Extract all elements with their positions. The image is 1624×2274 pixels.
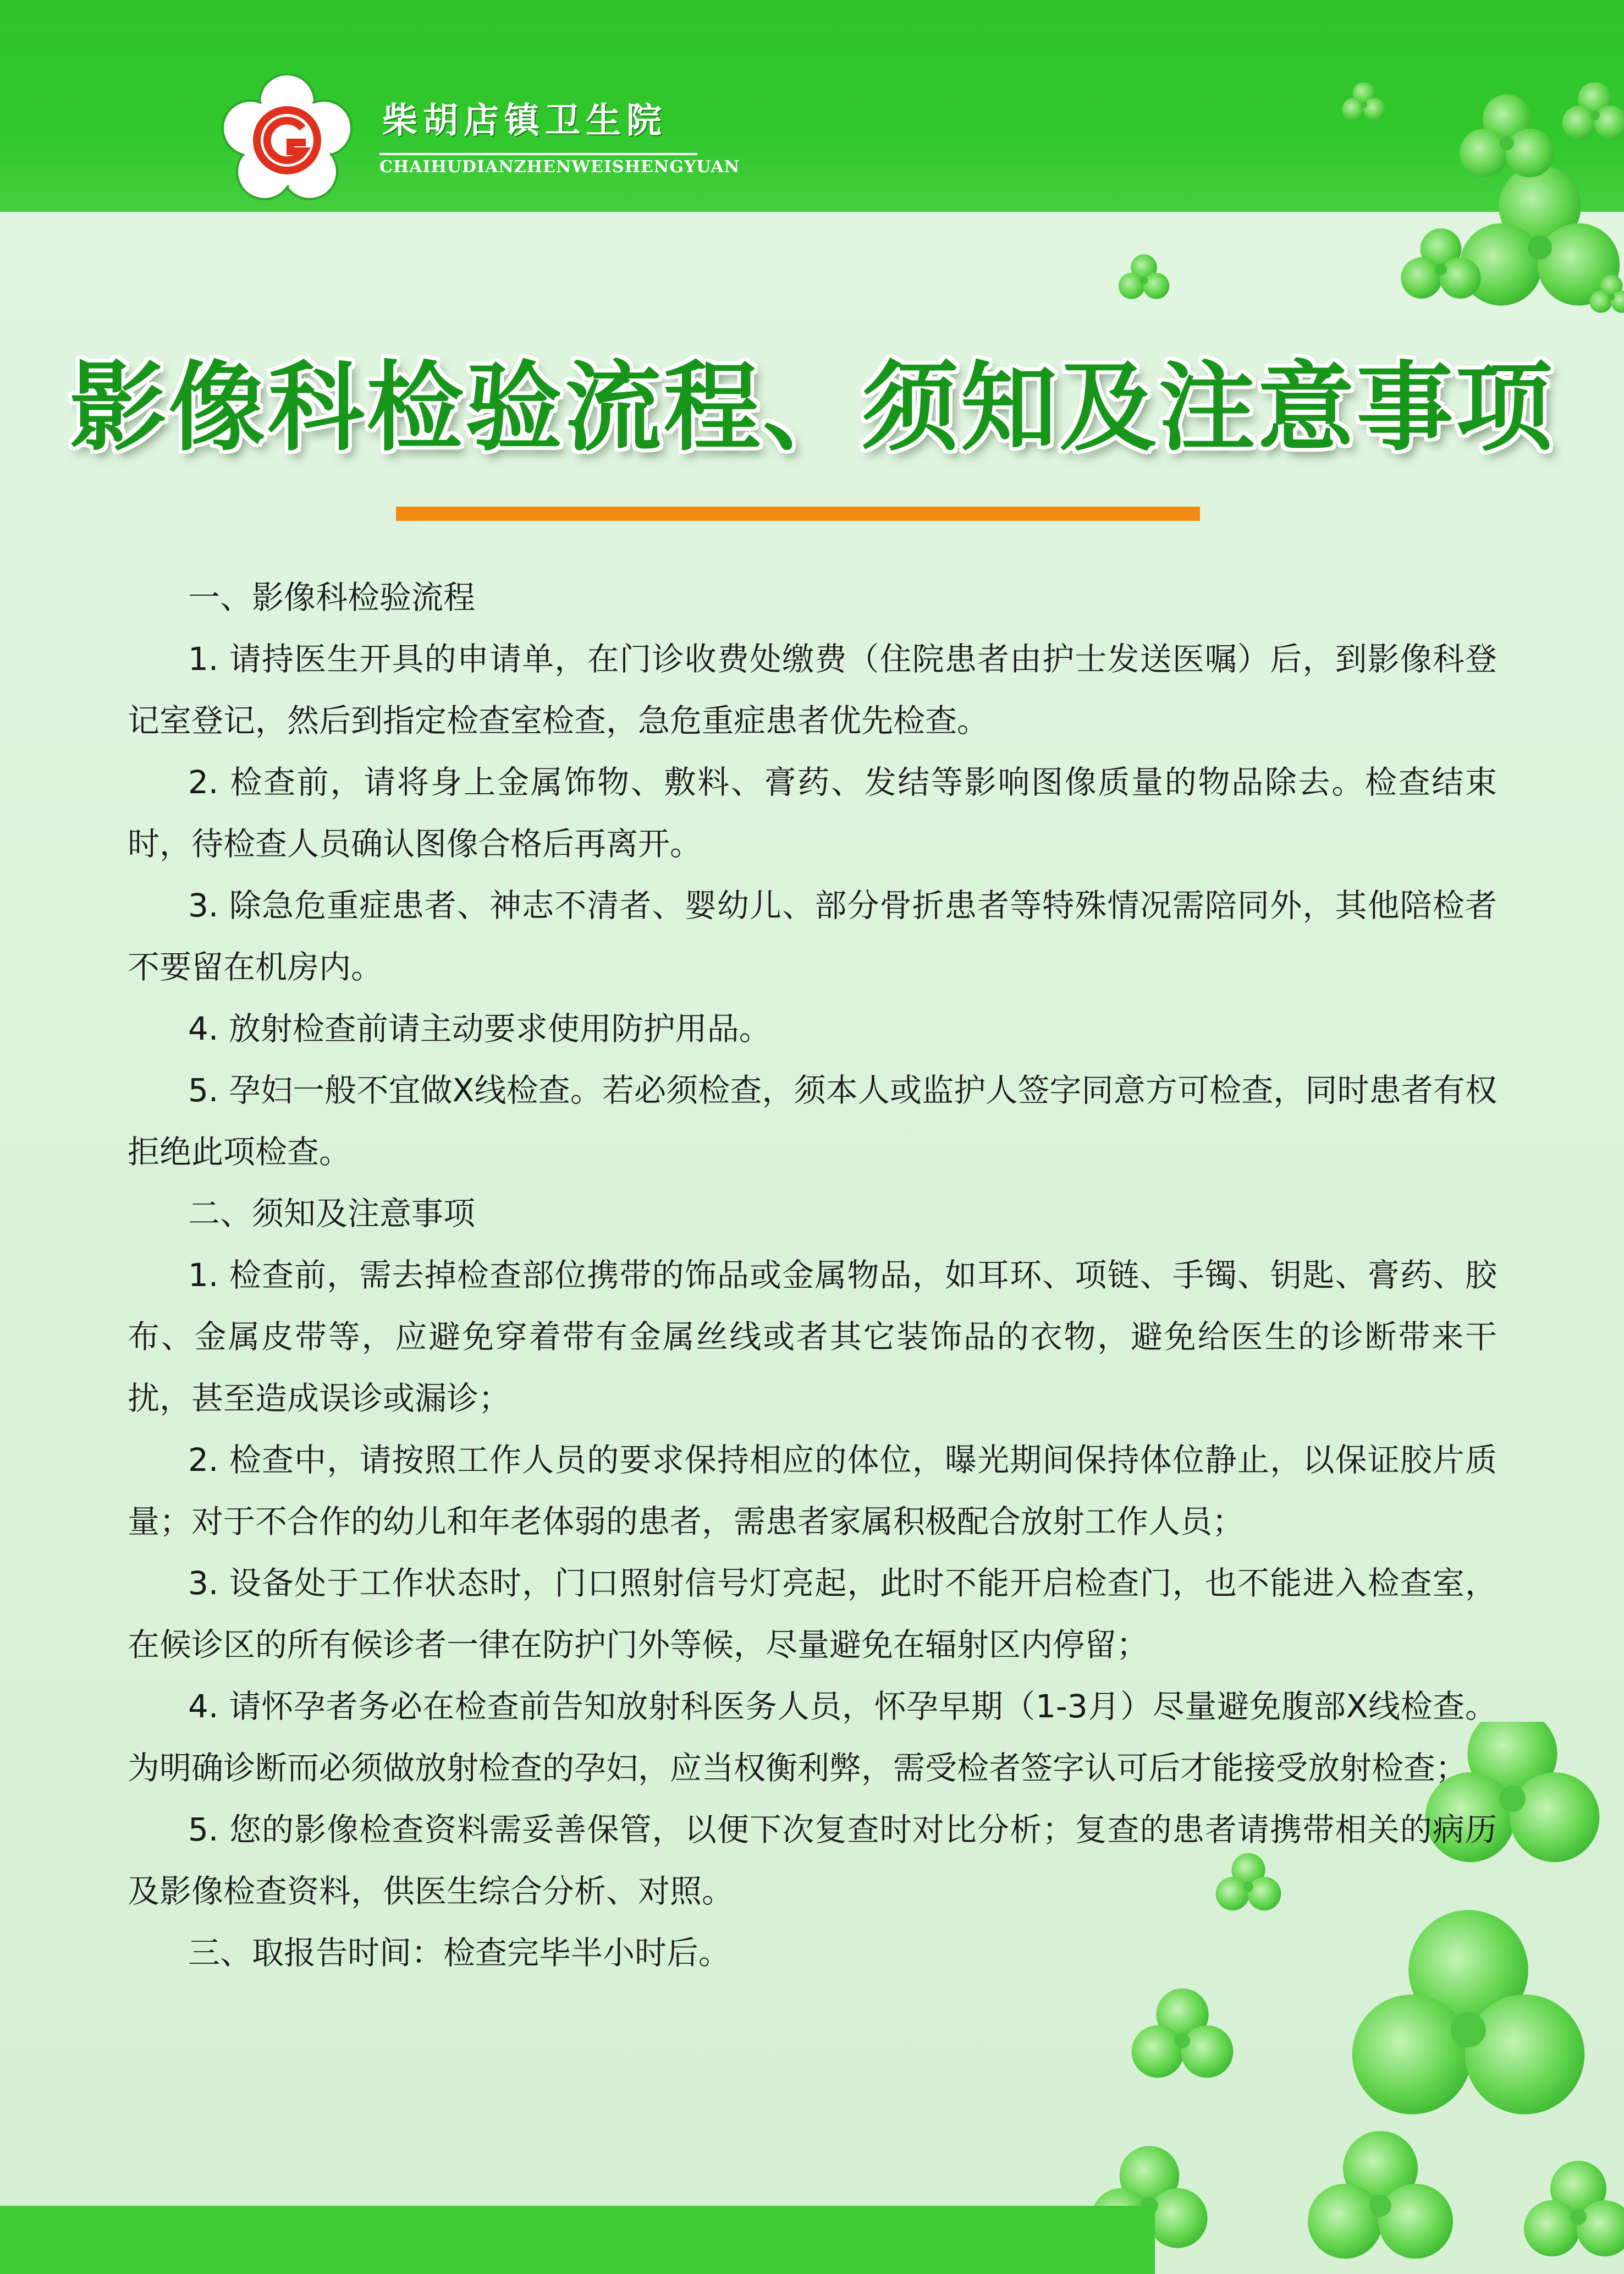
- title-underline: [396, 507, 1200, 521]
- list-item: 4. 请怀孕者务必在检查前告知放射科医务人员，怀孕早期（1-3月）尽量避免腹部X线检查。为明确诊断而必须做放射检查的孕妇，应当权衡利弊，需受检者签字认可后才能接受放射检查；: [128, 1688, 1497, 1787]
- list-item: 5. 您的影像检查资料需妥善保管，以便下次复查时对比分析；复查的患者请携带相关的病历及影像检查资料，供医生综合分析、对照。: [128, 1811, 1497, 1910]
- list-item: 3. 除急危重症患者、神志不清者、婴幼儿、部分骨折患者等特殊情况需陪同外，其他陪检者不要留在机房内。: [128, 887, 1497, 986]
- list-item: 3. 设备处于工作状态时，门口照射信号灯亮起，此时不能开启检查门，也不能进入检查室，在候诊区的所有候诊者一律在防护门外等候，尽量避免在辐射区内停留；: [128, 1564, 1497, 1663]
- section-heading: 三、取报告时间：检查完毕半小时后。: [188, 1934, 731, 1971]
- page-title: 影像科检验流程、须知及注意事项: [69, 351, 1555, 464]
- hospital-logo-icon: [217, 74, 357, 206]
- list-item: 2. 检查中，请按照工作人员的要求保持相应的体位，曝光期间保持体位静止，以保证胶片质量；对于不合作的幼儿和年老体弱的患者，需患者家属积极配合放射工作人员；: [128, 1441, 1497, 1540]
- content-body: [128, 567, 1497, 1984]
- section-heading: 二、须知及注意事项: [188, 1195, 476, 1232]
- list-item: 1. 检查前，需去掉检查部位携带的饰品或金属物品，如耳环、项链、手镯、钥匙、膏药、胶布、金属皮带等，应避免穿着带有金属丝线或者其它装饰品的衣物，避免给医生的诊断带来干扰，甚至造成误诊或漏诊；: [128, 1256, 1497, 1417]
- clover-decoration-top: [1089, 83, 1624, 341]
- list-item: 1. 请持医生开具的申请单，在门诊收费处缴费（住院患者由护士发送医嘱）后，到影像科登记室登记，然后到指定检查室检查，急危重症患者优先检查。: [128, 640, 1497, 739]
- list-item: 5. 孕妇一般不宜做X线检查。若必须检查，须本人或监护人签字同意方可检查，同时患者有权拒绝此项检查。: [128, 1072, 1497, 1171]
- section-heading: 一、影像科检验流程: [188, 579, 476, 616]
- footer-band: [0, 2206, 1155, 2274]
- list-item: 2. 检查前，请将身上金属饰物、敷料、膏药、发结等影响图像质量的物品除去。检查结束时，待检查人员确认图像合格后再离开。: [128, 764, 1497, 863]
- hospital-name: 柴胡店镇卫生院: [382, 101, 667, 141]
- hospital-pinyin: CHAIHUDIANZHENWEISHENGYUAN: [379, 153, 697, 182]
- list-item: 4. 放射检查前请主动要求使用防护用品。: [188, 1010, 771, 1047]
